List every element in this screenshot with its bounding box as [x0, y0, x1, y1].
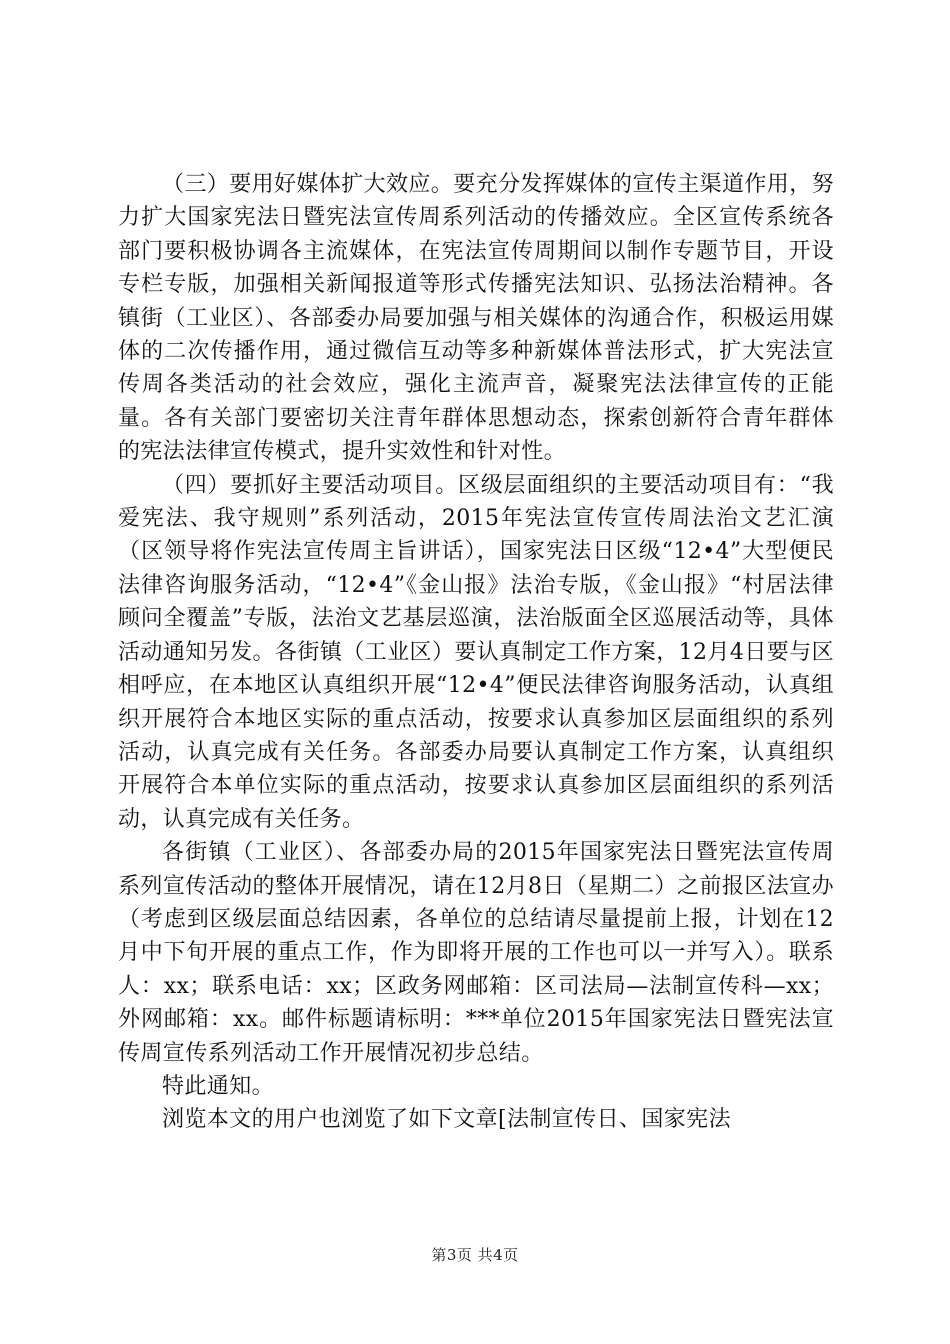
- page-number-footer: 第3页 共4页: [431, 1246, 519, 1264]
- paragraph-reporting-requirements: 各街镇（工业区）、各部委办局的2015年国家宪法日暨宪法宣传周系列宣传活动的整体开展情况，请在12月8日（星期二）之前报区法宣办（考虑到区级层面总结因素，各单位的总结请尽量提前上报，计划在12月中下旬开展的重点工作，作为即将开展的工作也可以一并写入）。联系人：xx；联系电话：xx；区政务网邮箱：区司法局—法制宣传科—xx；外网邮箱：xx。邮件标题请标明：***单位2015年国家宪法日暨宪法宣传周宣传系列活动工作开展情况初步总结。: [118, 840, 834, 1066]
- paragraph-related-articles: 浏览本文的用户也浏览了如下文章[法制宣传日、国家宪法: [162, 1107, 731, 1133]
- document-body: [118, 168, 834, 1137]
- paragraph-closing-notice: 特此通知。: [162, 1073, 275, 1099]
- paragraph-media-effect: （三）要用好媒体扩大效应。要充分发挥媒体的宣传主渠道作用，努力扩大国家宪法日暨宪法宣传周系列活动的传播效应。全区宣传系统各部门要积极协调各主流媒体，在宪法宣传周期间以制作专题节目，开设专栏专版，加强相关新闻报道等形式传播宪法知识、弘扬法治精神。各镇街（工业区）、各部委办局要加强与相关媒体的沟通合作，积极运用媒体的二次传播作用，通过微信互动等多种新媒体普法形式，扩大宪法宣传周各类活动的社会效应，强化主流声音，凝聚宪法法律宣传的正能量。各有关部门要密切关注青年群体思想动态，探索创新符合青年群体的宪法法律宣传模式，提升实效性和针对性。: [118, 172, 835, 465]
- paragraph-main-activities: （四）要抓好主要活动项目。区级层面组织的主要活动项目有：“我爱宪法、我守规则”系列活动，2015年宪法宣传宣传周法治文艺汇演（区领导将作宪法宣传周主旨讲话），国家宪法日区级“12•4”大型便民法律咨询服务活动，“12•4”《金山报》法治专版，《金山报》“村居法律顾问全覆盖”专版，法治文艺基层巡演，法治版面全区巡展活动等，具体活动通知另发。各街镇（工业区）要认真制定工作方案，12月4日要与区相呼应，在本地区认真组织开展“12•4”便民法律咨询服务活动，认真组织开展符合本地区实际的重点活动，按要求认真参加区层面组织的系列活动，认真完成有关任务。各部委办局要认真制定工作方案，认真组织开展符合本单位实际的重点活动，按要求认真参加区层面组织的系列活动，认真完成有关任务。: [118, 472, 834, 832]
